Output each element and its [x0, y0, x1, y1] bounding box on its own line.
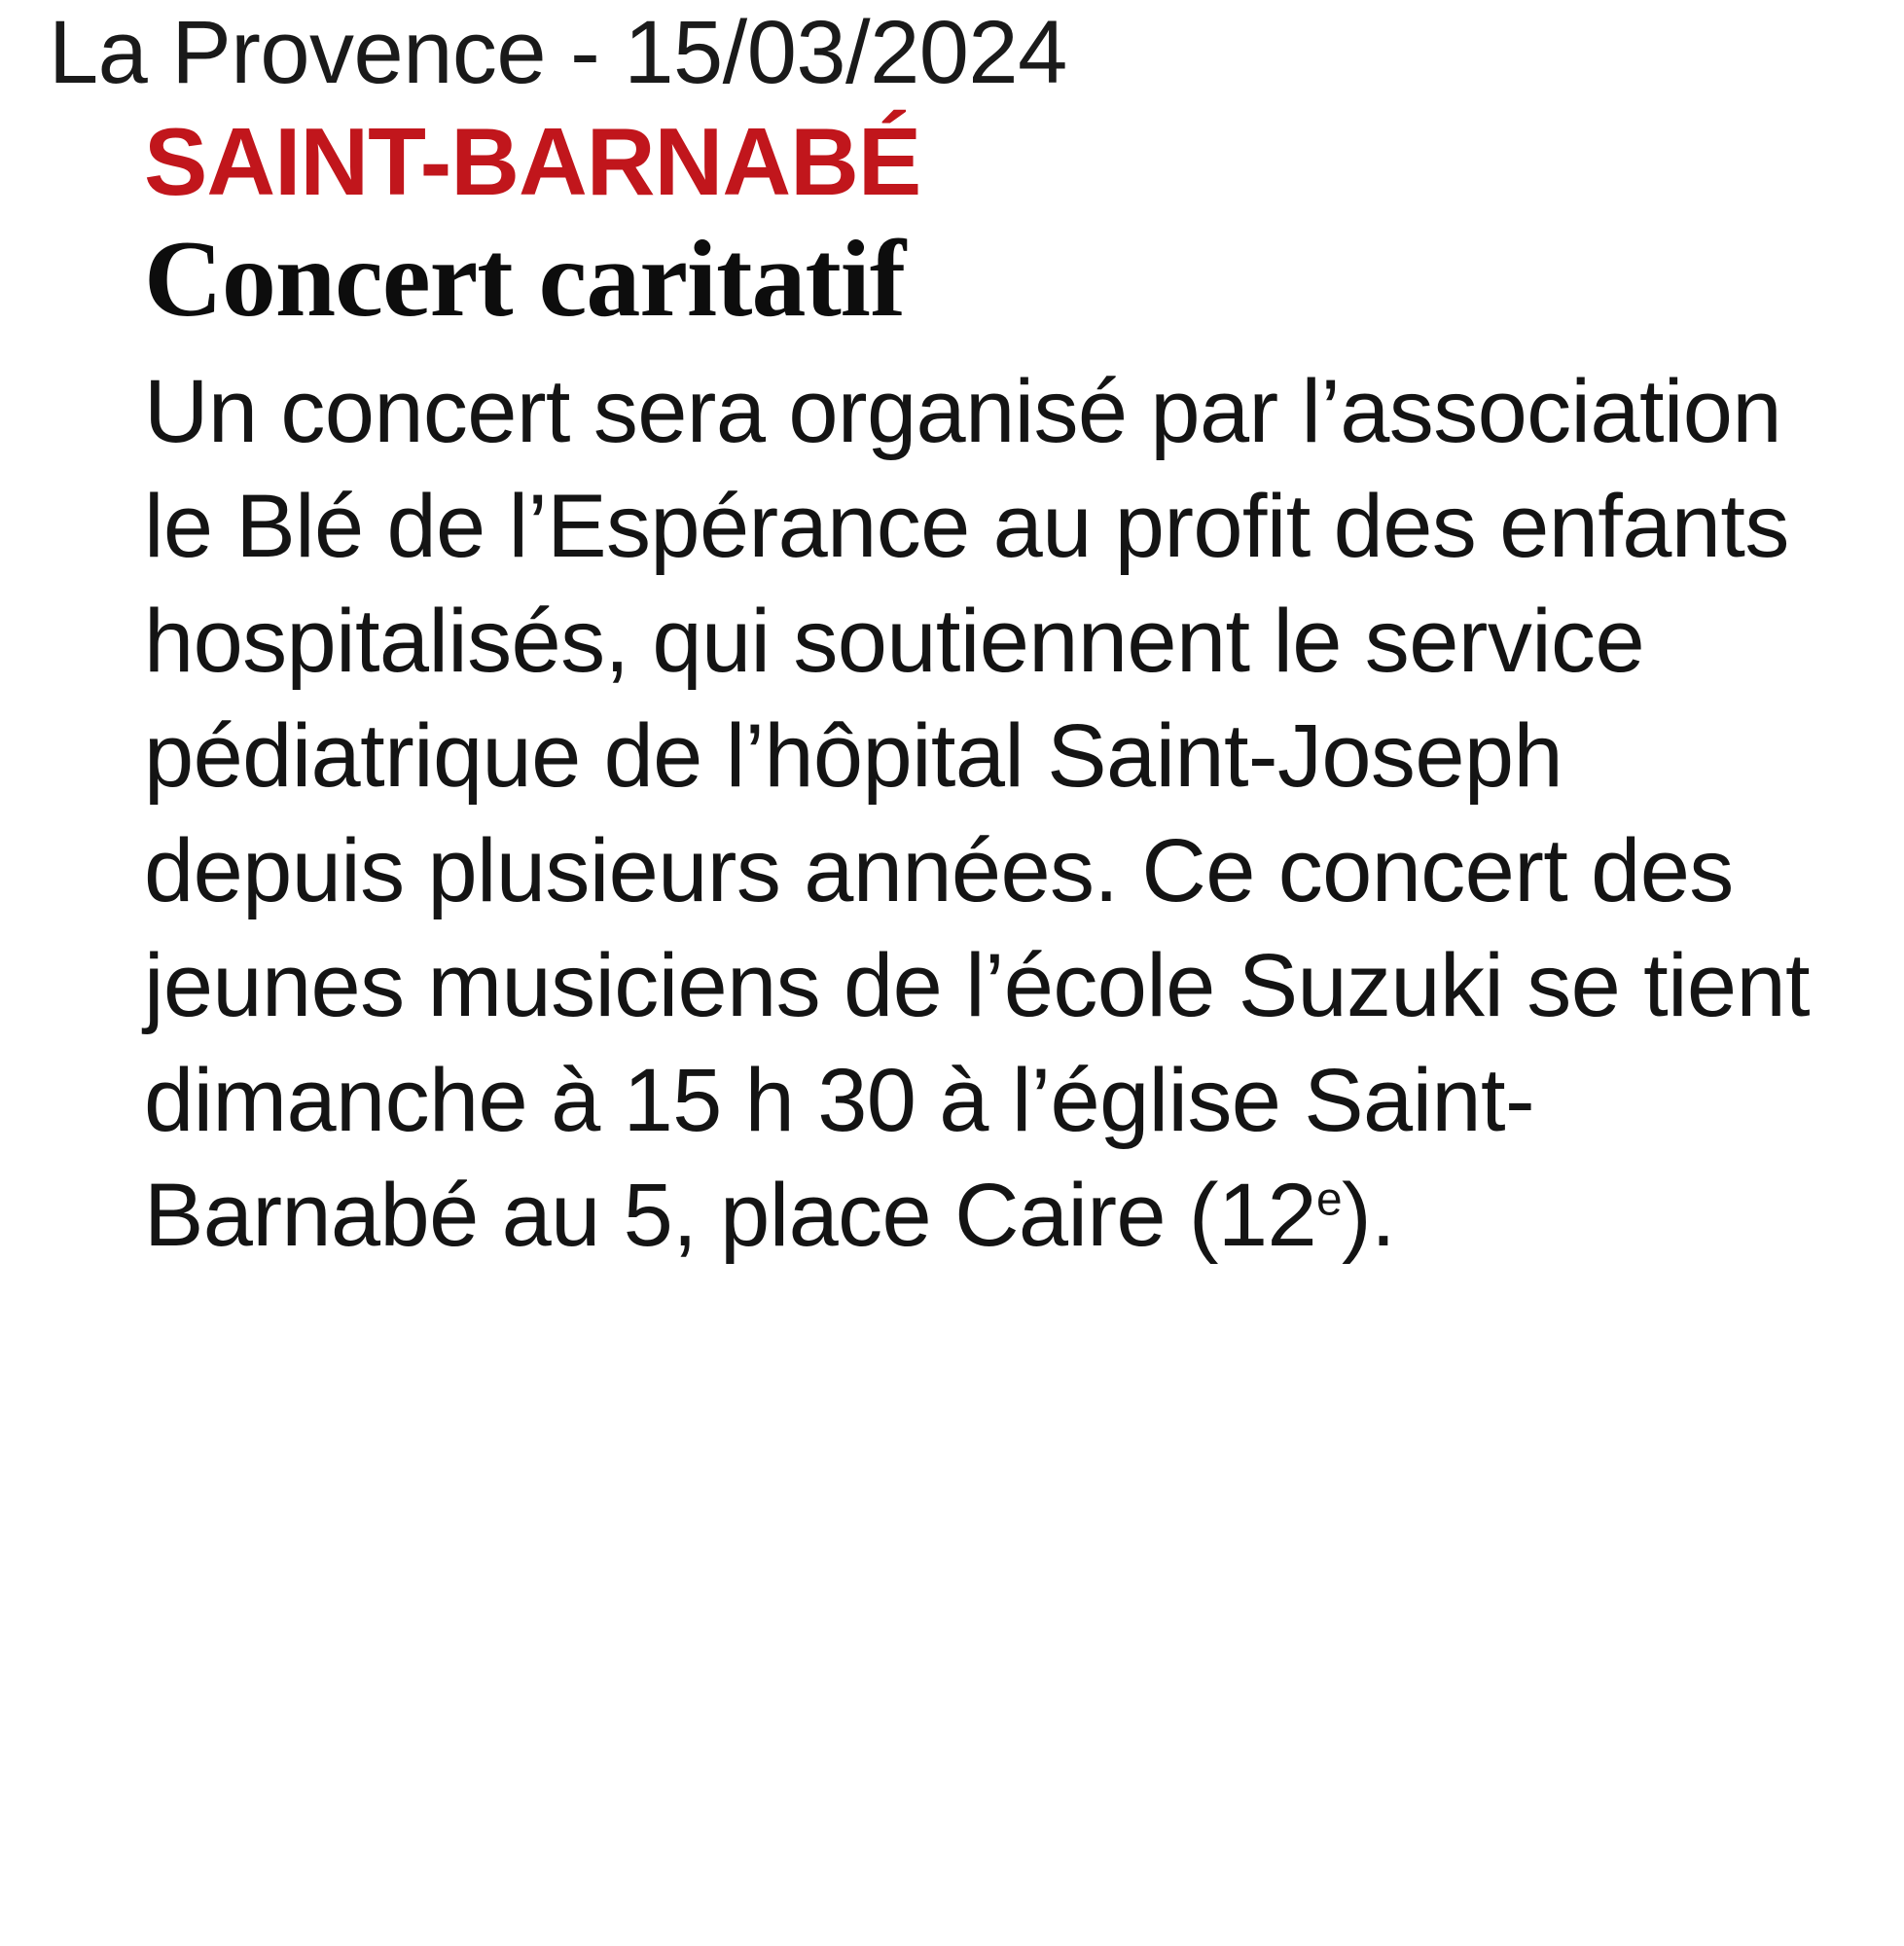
source-and-date: La Provence - 15/03/2024	[49, 3, 1067, 102]
article-body-part2: ).	[1342, 1166, 1396, 1265]
article-body-part1: Un concert sera organisé par l’association le Blé de l’Espérance au profit des enfants hospitalisés, qui soutiennent le service pédiatrique de l’hôpital Saint-Joseph depuis plusieurs années. Ce concert des jeunes musiciens de l’école Suzuki se tient dimanche à 15 h 30 à l’église Saint-Barnabé au 5, place Caire (12	[144, 362, 1811, 1265]
article-body	[144, 354, 1837, 1273]
section-kicker: SAINT-BARNABÉ	[144, 108, 921, 215]
article-headline: Concert caritatif	[144, 219, 906, 340]
ordinal-superscript: e	[1316, 1173, 1343, 1226]
